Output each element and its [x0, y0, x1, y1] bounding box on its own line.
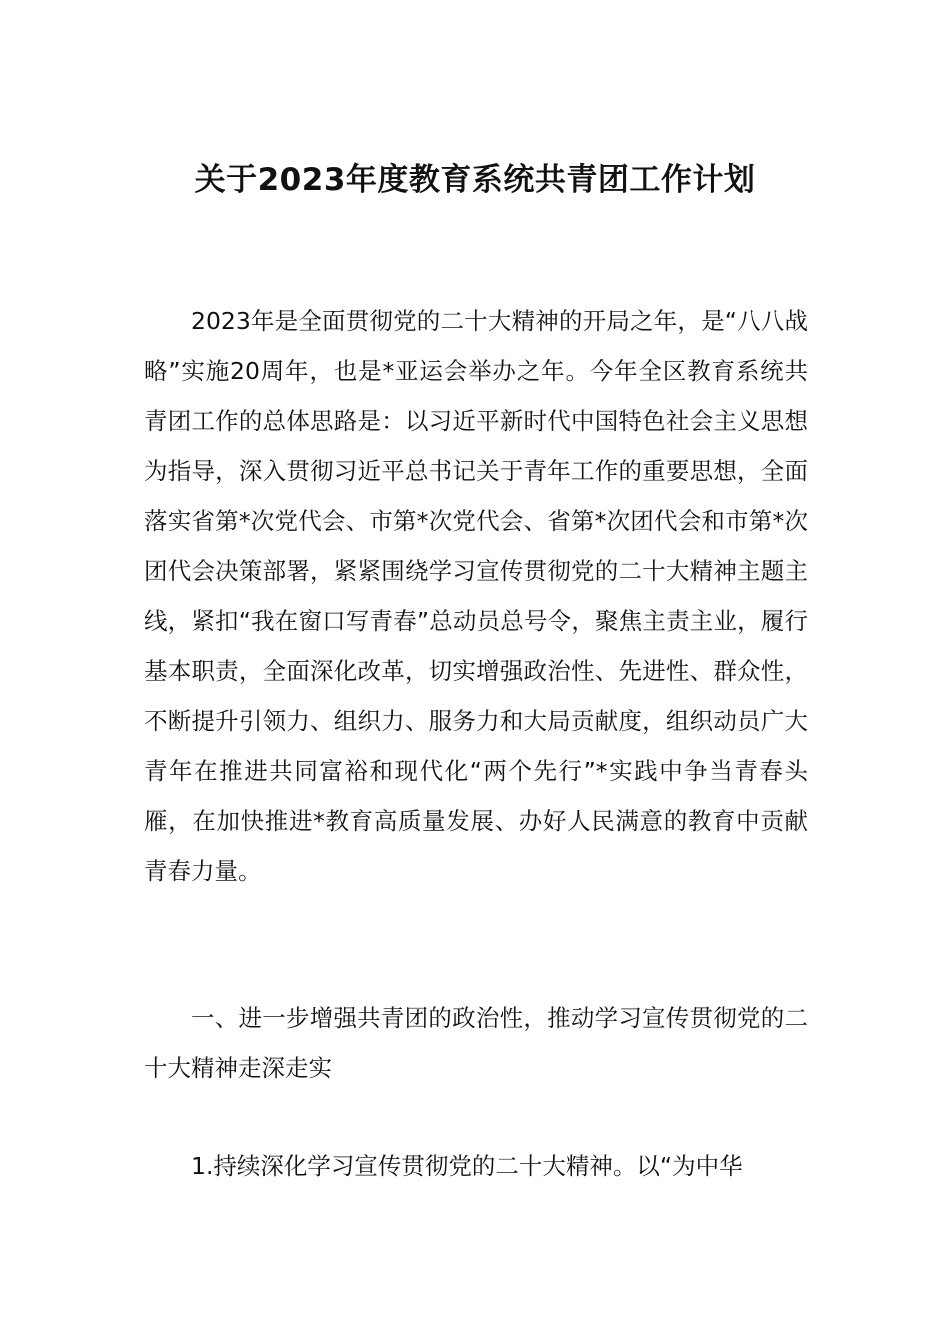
document-title: 关于2023年度教育系统共青团工作计划: [194, 162, 756, 198]
intro-paragraph: 2023年是全面贯彻党的二十大精神的开局之年，是“八八战略”实施20周年，也是*亚运会举办之年。今年全区教育系统共青团工作的总体思路是：以习近平新时代中国特色社会主义思想为指导，深入贯彻习近平总书记关于青年工作的重要思想，全面落实省第*次党代会、市第*次党代会、省第*次团代会和市第*次团代会决策部署，紧紧围绕学习宣传贯彻党的二十大精神主题主线，紧扣“我在窗口写青春”总动员总号令，聚焦主责主业，履行基本职责，全面深化改革，切实增强政治性、先进性、群众性，不断提升引领力、组织力、服务力和大局贡献度，组织动员广大青年在推进共同富裕和现代化“两个先行”*实践中争当青春头雁，在加快推进*教育高质量发展、办好人民满意的教育中贡献青春力量。: [144, 307, 808, 885]
section-heading-1: 一、进一步增强共青团的政治性，推动学习宣传贯彻党的二十大精神走深走实: [144, 1004, 808, 1082]
subsection-item-1: 1.持续深化学习宣传贯彻党的二十大精神。以“为中华: [191, 1152, 743, 1180]
